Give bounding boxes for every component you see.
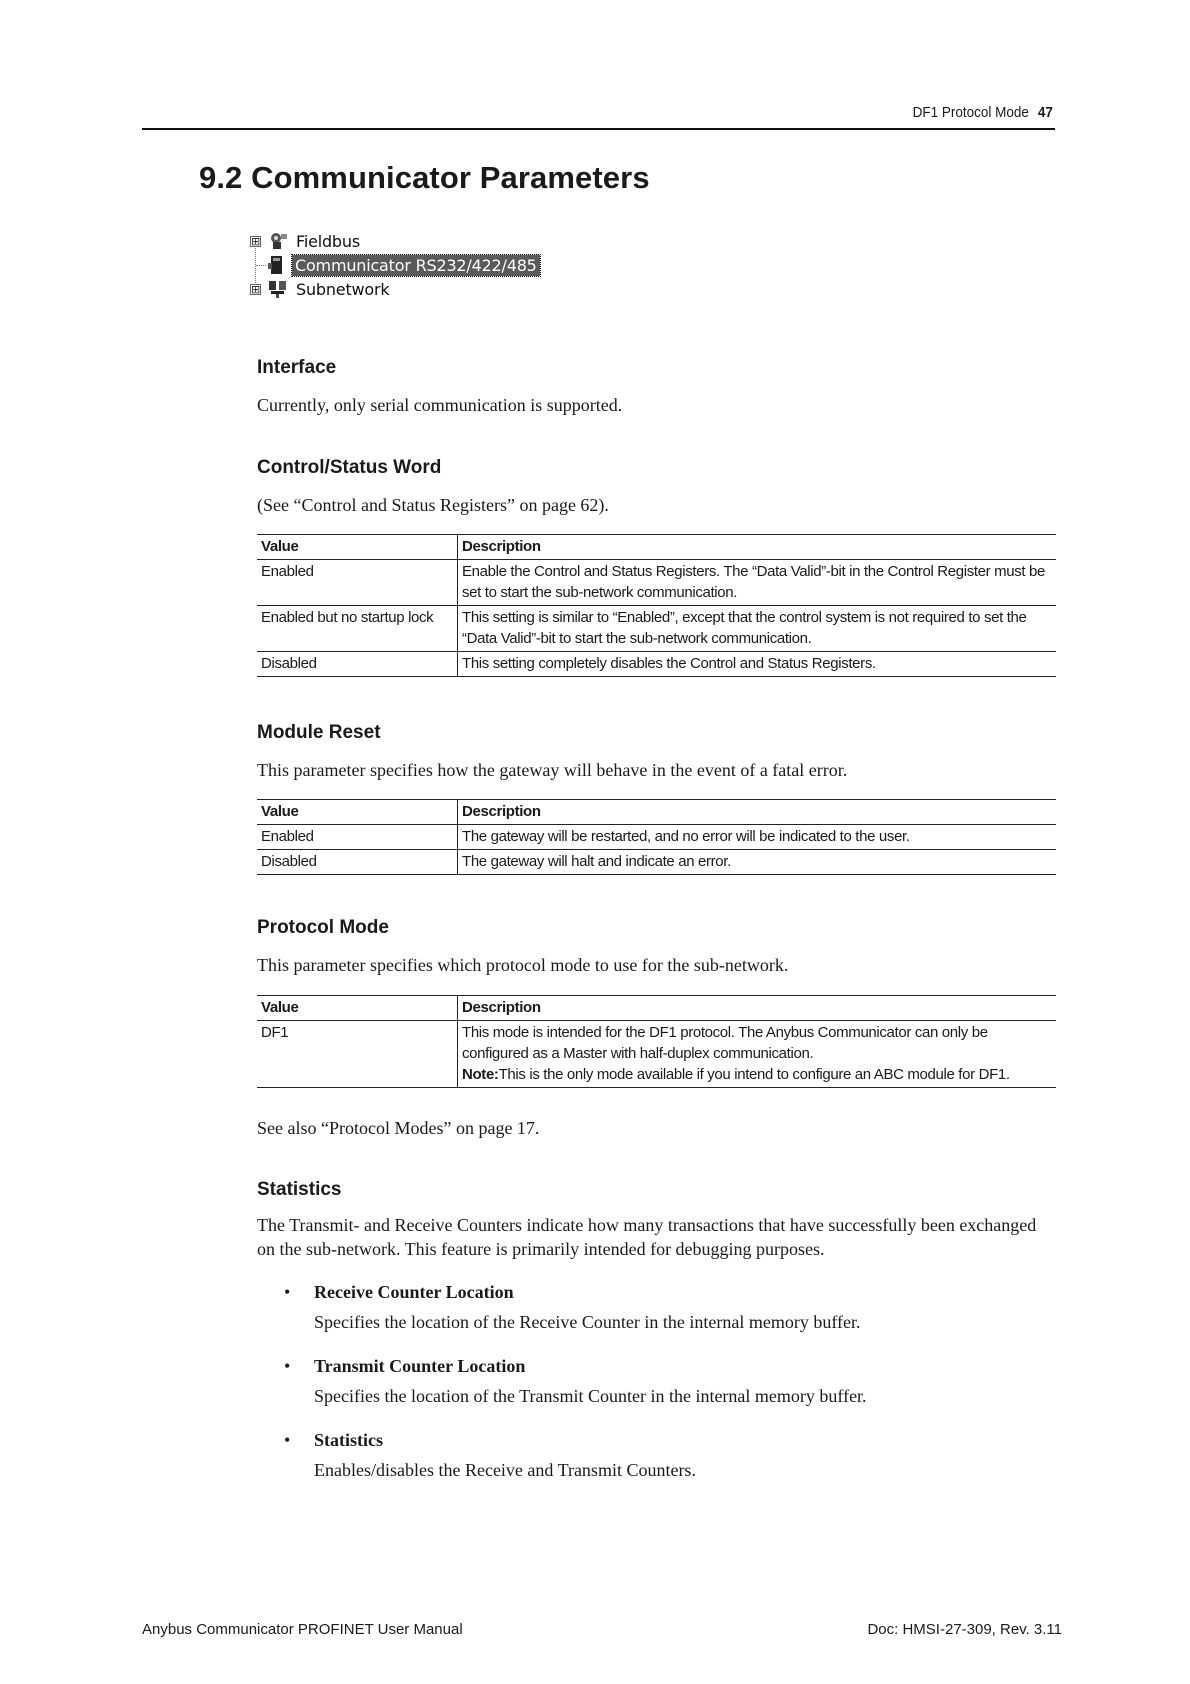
tree-item-communicator[interactable] (266, 253, 540, 277)
control-status-text: (See “Control and Status Registers” on page 62). (257, 495, 609, 515)
column-header-value: Value (257, 800, 458, 825)
tree-connector-horizontal (256, 265, 266, 266)
cell-description: The gateway will halt and indicate an error. (458, 850, 1057, 875)
expand-icon[interactable]: ⊞ (251, 234, 261, 248)
cell-value: Enabled but no startup lock (257, 606, 458, 652)
bullet-text-transmit: Specifies the location of the Transmit Counter in the internal memory buffer. (314, 1386, 867, 1406)
table-header-row (257, 800, 1056, 825)
bullet-title-statistics: Statistics (314, 1430, 383, 1450)
bullet-title-receive: Receive Counter Location (314, 1282, 514, 1302)
expand-icon[interactable]: ⊞ (251, 282, 261, 296)
cell-value: Enabled (257, 825, 458, 850)
cell-value: Disabled (257, 850, 458, 875)
module-reset-table (257, 799, 1056, 875)
tree-item-label: Subnetwork (296, 279, 390, 299)
cell-description: The gateway will be restarted, and no error will be indicated to the user. (458, 825, 1057, 850)
protocol-mode-heading: Protocol Mode (257, 917, 389, 938)
column-header-value: Value (257, 996, 458, 1021)
table-header-row (257, 996, 1056, 1021)
column-header-value: Value (257, 535, 458, 560)
column-header-description: Description (458, 535, 1057, 560)
page-header (142, 102, 1055, 130)
module-reset-heading: Module Reset (257, 722, 381, 743)
subnetwork-icon (267, 279, 289, 299)
note-text: This is the only mode available if you intend to configure an ABC module for DF1. (498, 1066, 1010, 1083)
see-also-text: See also “Protocol Modes” on page 17. (257, 1118, 540, 1138)
table-row (257, 606, 1056, 652)
header-text (913, 104, 1053, 121)
statistics-text: The Transmit- and Receive Counters indicate how many transactions that have successfully been exchanged on the sub-network. This feature is primarily intended for debugging purposes. (257, 1215, 1037, 1259)
parameter-tree (250, 229, 570, 309)
control-status-heading: Control/Status Word (257, 457, 442, 478)
table-row (257, 1021, 1056, 1088)
bullet-text-statistics: Enables/disables the Receive and Transmit Counters. (314, 1460, 696, 1480)
note-line (462, 1064, 1052, 1085)
protocol-mode-text: This parameter specifies which protocol mode to use for the sub-network. (257, 955, 789, 975)
column-header-description: Description (458, 996, 1057, 1021)
footer-manual-title: Anybus Communicator PROFINET User Manual (142, 1621, 463, 1638)
note-label: Note: (462, 1066, 499, 1083)
communicator-icon (266, 255, 288, 275)
bullet-marker: • (284, 1282, 291, 1302)
cell-value: Disabled (257, 652, 458, 677)
cell-description: This setting is similar to “Enabled”, except that the control system is not required to set the “Data Valid”-bit to start the sub-network communication. (458, 606, 1057, 652)
statistics-heading: Statistics (257, 1179, 342, 1200)
cell-value: Enabled (257, 560, 458, 606)
bullet-text-receive: Specifies the location of the Receive Counter in the internal memory buffer. (314, 1312, 861, 1332)
column-header-description: Description (458, 800, 1057, 825)
page-number: 47 (1037, 104, 1053, 121)
bullet-marker: • (284, 1430, 291, 1450)
tree-item-subnetwork[interactable] (250, 277, 392, 301)
protocol-mode-table (257, 995, 1056, 1088)
module-reset-text: This parameter specifies how the gateway will behave in the event of a fatal error. (257, 760, 848, 780)
cell-description: Enable the Control and Status Registers. The “Data Valid”-bit in the Control Register must be set to start the sub-network communication. (458, 560, 1057, 606)
fieldbus-icon (267, 231, 289, 251)
bullet-title-transmit: Transmit Counter Location (314, 1356, 526, 1376)
interface-heading: Interface (257, 357, 337, 378)
table-row (257, 652, 1056, 677)
description-text: This mode is intended for the DF1 protocol. The Anybus Communicator can only be configured as a Master with half-duplex communication. (462, 1024, 988, 1062)
page-title: 9.2 Communicator Parameters (199, 160, 650, 195)
bullet-marker: • (284, 1356, 291, 1376)
table-row (257, 850, 1056, 875)
table-header-row (257, 535, 1056, 560)
cell-description (458, 1021, 1057, 1088)
header-section: DF1 Protocol Mode (912, 104, 1029, 121)
footer-doc-id: Doc: HMSI-27-309, Rev. 3.11 (867, 1621, 1062, 1638)
table-row (257, 825, 1056, 850)
interface-text: Currently, only serial communication is supported. (257, 395, 623, 415)
cell-value: DF1 (257, 1021, 458, 1088)
control-status-table (257, 534, 1056, 677)
table-row (257, 560, 1056, 606)
tree-item-fieldbus[interactable] (250, 229, 363, 253)
tree-item-label-selected: Communicator RS232/422/485 (292, 255, 540, 276)
cell-description: This setting completely disables the Control and Status Registers. (458, 652, 1057, 677)
tree-item-label: Fieldbus (296, 231, 360, 251)
